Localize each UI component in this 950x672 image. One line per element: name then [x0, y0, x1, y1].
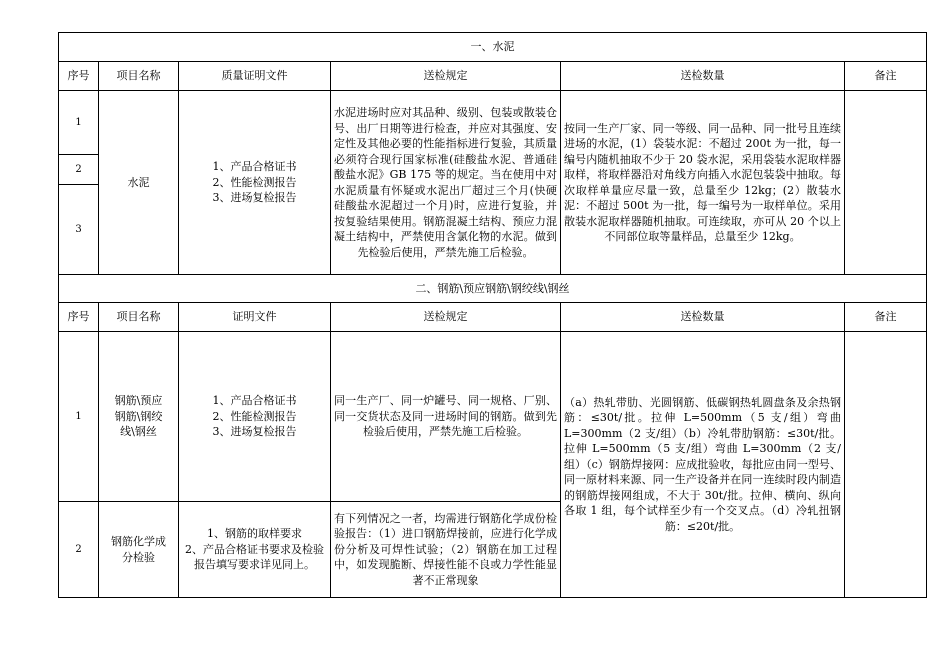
certificate-item: 2、性能检测报告 [212, 175, 297, 189]
table-row [59, 91, 927, 155]
header-certificates: 质量证明文件 [179, 62, 331, 91]
row-number: 1 [59, 91, 99, 155]
certificate-item: 1、产品合格证书 [212, 394, 297, 408]
inspection-rule: 同一生产厂、同一炉罐号、同一规格、厂别、同一交货状态及同一进场时间的钢筋。做到先检验后使用，严禁先施工后检验。 [331, 332, 561, 502]
item-name: 水泥 [99, 91, 179, 275]
inspection-quantity: 按同一生产厂家、同一等级、同一品种、同一批号且连续进场的水泥，(1）袋装水泥：不超过 200t 为一批，每一编号内随机抽取不少于 20 袋水泥，采用袋装水泥取样器取样，将取样器沿对角线方向插入水泥包装袋中抽取。每次取样单量应尽量一致，总量至少 12kg；(2）散装水泥：不超过 500t 为一批，每一编号为一取样单位。采用散装水泥取样器随机抽取。可连续取，亦可从 20 个以上不同部位取等量样品，总量至少 12kg。 [561, 91, 845, 275]
section-2-title-row [59, 275, 927, 303]
header-inspection-quantity: 送检数量 [561, 62, 845, 91]
item-name: 钢筋化学成 分检验 [99, 502, 179, 598]
certificate-list [179, 91, 331, 275]
item-name: 钢筋\预应 钢筋\钢绞 线\钢丝 [99, 332, 179, 502]
remark-cell [845, 332, 927, 598]
row-number: 1 [59, 332, 99, 502]
section-1-title: 一、水泥 [59, 33, 927, 62]
header-remark: 备注 [845, 303, 927, 332]
row-number: 2 [59, 155, 99, 185]
inspection-rule: 有下列情况之一者，均需进行钢筋化学成份检验报告：（1）进口钢筋焊接前，应进行化学成份分析及可焊性试验；（2）钢筋在加工过程中，如发现脆断、焊接性能不良或力学性能显著不正常现象 [331, 502, 561, 598]
header-inspection-rule: 送检规定 [331, 62, 561, 91]
row-number: 2 [59, 502, 99, 598]
section-1-header-row [59, 62, 927, 91]
certificate-item: 2、性能检测报告 [212, 409, 297, 423]
certificate-list [179, 332, 331, 502]
section-2-title: 二、钢筋\预应钢筋\钢绞线\钢丝 [59, 275, 927, 303]
header-inspection-quantity: 送检数量 [561, 303, 845, 332]
certificate-item: 1、钢筋的取样要求 [207, 527, 302, 541]
certificate-item: 3、进场复检报告 [212, 191, 297, 205]
section-2-header-row [59, 303, 927, 332]
header-item-name: 项目名称 [99, 303, 179, 332]
row-number: 3 [59, 185, 99, 275]
header-seq: 序号 [59, 303, 99, 332]
header-item-name: 项目名称 [99, 62, 179, 91]
certificate-item: 报告填写要求详见同上。 [194, 558, 315, 572]
certificate-item: 3、进场复检报告 [212, 425, 297, 439]
header-remark: 备注 [845, 62, 927, 91]
table-row [59, 332, 927, 502]
certificate-item: 1、产品合格证书 [212, 160, 297, 174]
section-1-title-row [59, 33, 927, 62]
certificate-list [179, 502, 331, 598]
remark-cell [845, 91, 927, 275]
header-seq: 序号 [59, 62, 99, 91]
header-certificates: 证明文件 [179, 303, 331, 332]
inspection-table [58, 32, 927, 598]
inspection-rule: 水泥进场时应对其品种、级别、包装或散装仓号、出厂日期等进行检查，并应对其强度、安定性及其他必要的性能指标进行复验，其质量必须符合现行国家标准(硅酸盐水泥、普通硅酸盐水泥》GB 175 等的规定。当在使用中对水泥质量有怀疑或水泥出厂超过三个月(快硬硅酸盐水泥超过一个月)时，应进行复验，并按复验结果使用。钢筋混凝土结构、预应力混凝土结构中，严禁使用含氯化物的水泥。做到先检验后使用，严禁先施工后检验。 [331, 91, 561, 275]
header-inspection-rule: 送检规定 [331, 303, 561, 332]
certificate-item: 2、产品合格证书要求及检验 [185, 542, 324, 556]
inspection-quantity: （a）热轧带肋、光圆钢筋、低碳钢热轧圆盘条及余热钢筋：≤30t/批。拉伸 L=500mm（5 支/组）弯曲 L=300mm（2 支/组）（b）冷轧带肋钢筋：≤30t/批。拉伸 L=500mm（5 支/组）弯曲 L=300mm（2 支/组）（c）钢筋焊接网：应成批验收，每批应由同一型号、同一原材料来源、同一生产设备并在同一连续时段内制造的钢筋焊接网组成，不大于 30t/批。拉伸、横向、纵向各取 1 组，每个试样至少有一个交叉点。（d）冷轧扭钢筋：≤20t/批。 [561, 332, 845, 598]
